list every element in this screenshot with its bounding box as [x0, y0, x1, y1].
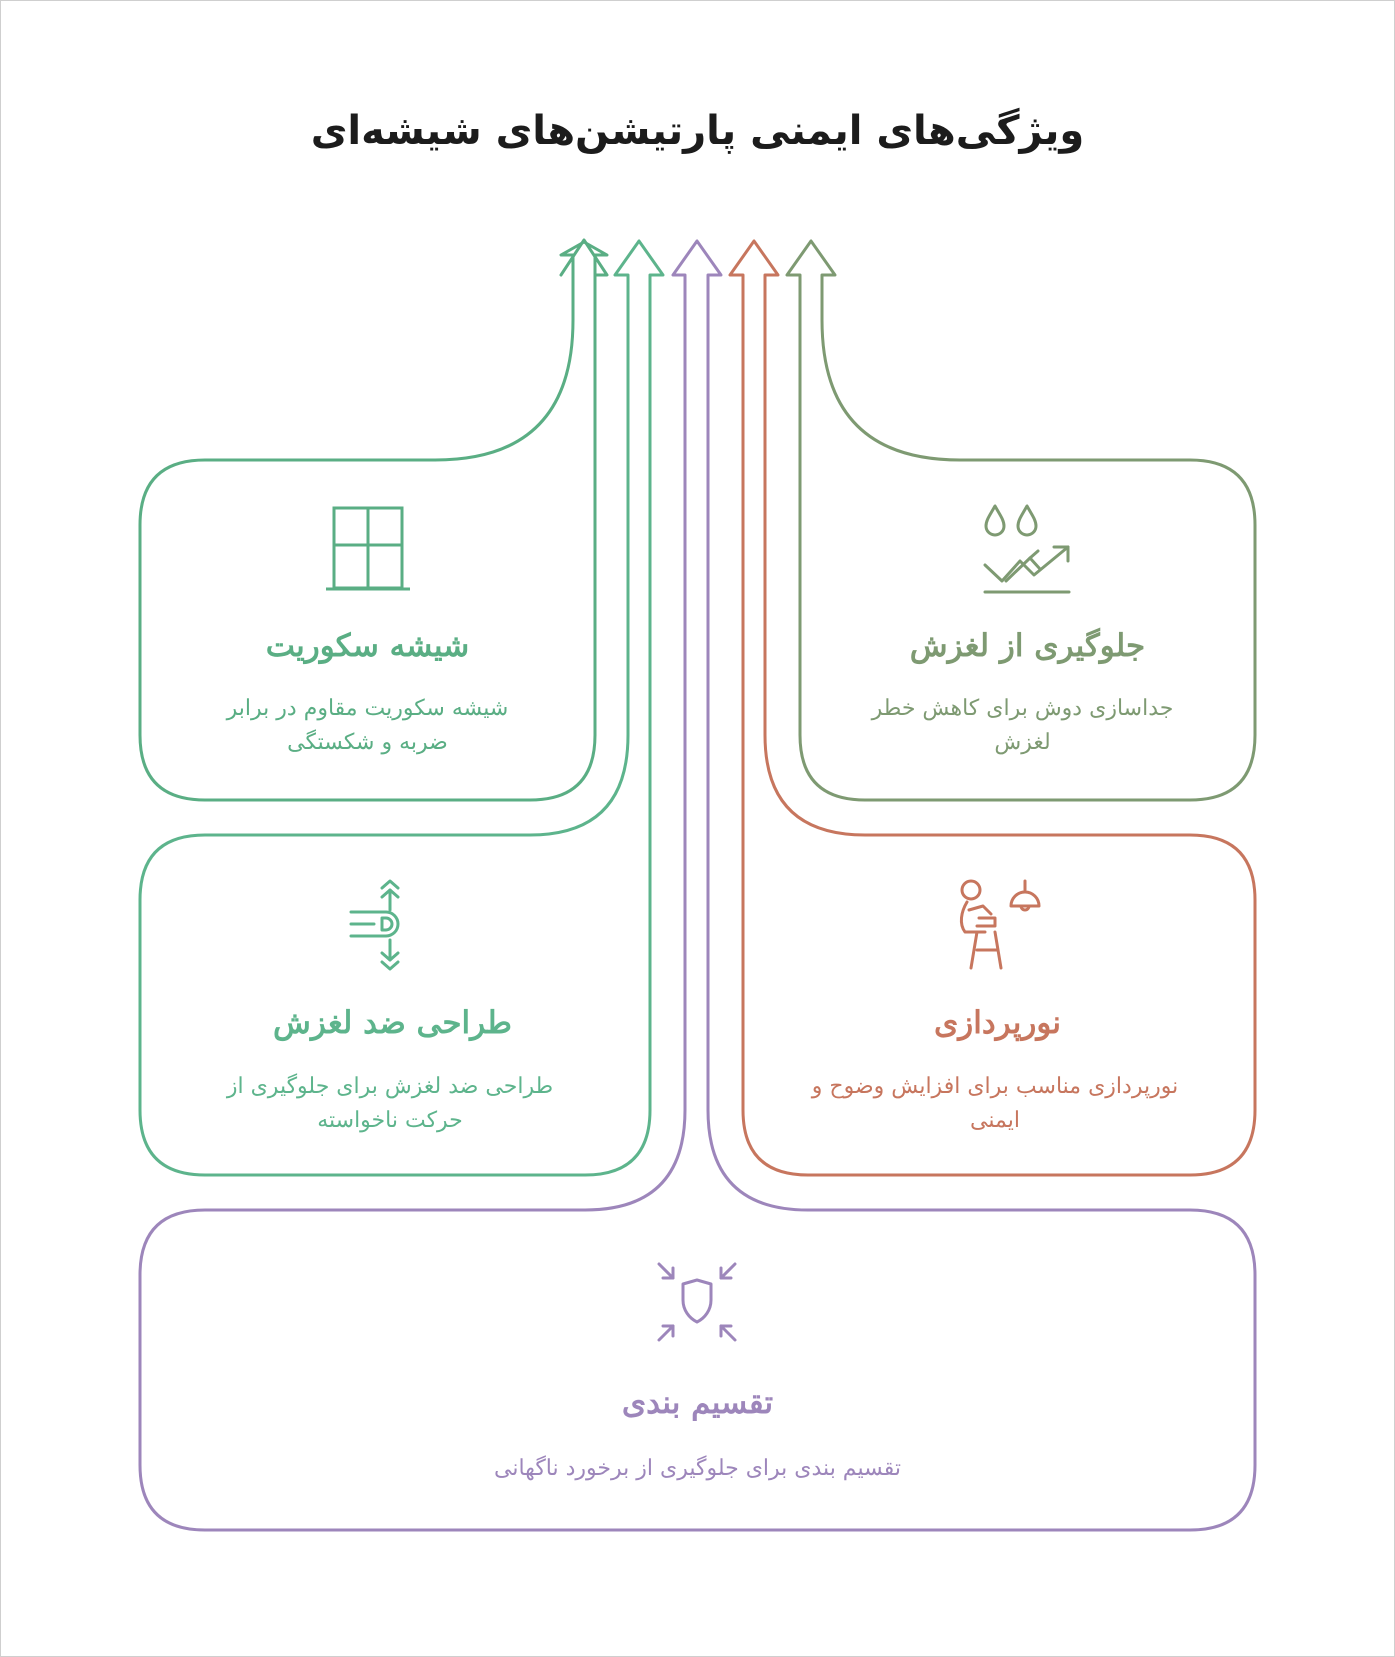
- card-desc-lighting: نورپردازی مناسب برای افزایش وضوح و ایمنی: [811, 1074, 1179, 1133]
- window-icon: [326, 505, 410, 593]
- shield-arrows-icon: [655, 1260, 739, 1344]
- card-title-anti-slip-design: طراحی ضد لغزش: [273, 1005, 512, 1041]
- card-title-partitioning: تقسیم بندی: [621, 1385, 774, 1421]
- card-desc-partitioning: تقسیم بندی برای جلوگیری از برخورد ناگهانی: [494, 1456, 901, 1481]
- card-title-slip-prevention: جلوگیری از لغزش: [909, 628, 1146, 664]
- card-desc-slip-prevention: جداسازی دوش برای کاهش خطر لغزش: [871, 696, 1174, 755]
- water-drops-trend-icon: [980, 503, 1074, 595]
- arrow-tempered-glass-outline: [561, 240, 607, 735]
- card-title-tempered-glass: شیشه سکوریت: [265, 628, 470, 664]
- page-title: ویژگی‌های ایمنی پارتیشن‌های شیشه‌ای: [310, 108, 1085, 154]
- card-desc-tempered-glass: شیشه سکوریت مقاوم در برابر ضربه و شکستگی: [226, 696, 509, 755]
- person-with-lamp-icon: [955, 878, 1047, 972]
- anti-slip-foot-icon: [348, 878, 406, 972]
- card-title-lighting: نورپردازی: [934, 1005, 1061, 1041]
- card-desc-anti-slip-design: طراحی ضد لغزش برای جلوگیری از حرکت ناخواسته: [226, 1074, 554, 1133]
